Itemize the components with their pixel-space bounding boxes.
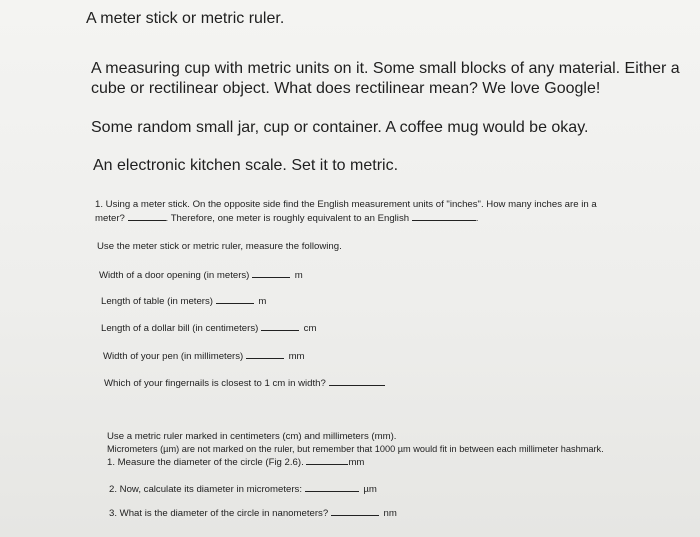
nanometer-question	[109, 506, 397, 520]
measure-item-table	[101, 294, 266, 308]
item-measuring-cup-line1: A measuring cup with metric units on it. Some small blocks of any material. Either a	[91, 60, 680, 77]
inches-per-meter-blank[interactable]	[128, 211, 166, 221]
table-unit: m	[258, 296, 267, 307]
pen-unit: mm	[288, 351, 305, 362]
dollar-label: Length of a dollar bill (in centimeters)	[101, 323, 259, 334]
measure-item-dollar	[101, 321, 316, 335]
table-length-blank[interactable]	[216, 294, 254, 304]
ruler-intro: Use a metric ruler marked in centimeters (cm) and millimeters (mm).	[107, 431, 397, 442]
measure-item-fingernail	[104, 376, 385, 390]
circle-diameter-blank[interactable]	[306, 455, 348, 465]
english-unit-blank[interactable]	[412, 211, 476, 221]
measure-item-door	[99, 268, 303, 282]
circle-diameter-label: 1. Measure the diameter of the circle (Fig 2.6).	[107, 457, 304, 468]
micrometer-label: 2. Now, calculate its diameter in micrometers:	[109, 484, 303, 495]
circle-diameter-question	[107, 455, 364, 469]
table-label: Length of table (in meters)	[101, 296, 213, 307]
micrometer-question	[109, 482, 377, 496]
nanometer-unit: nm	[383, 508, 397, 519]
micrometer-unit: µm	[363, 484, 377, 495]
nanometer-blank[interactable]	[331, 506, 379, 516]
measure-item-pen	[103, 349, 305, 363]
pen-label: Width of your pen (in millimeters)	[103, 351, 244, 362]
item-measuring-cup-line2: cube or rectilinear object. What does rectilinear mean? We love Google!	[91, 80, 601, 97]
question1-line1: 1. Using a meter stick. On the opposite side find the English measurement units of "inches". How many inches are in a	[95, 199, 597, 210]
question1-period: .	[475, 213, 479, 224]
circle-diameter-unit: mm	[348, 457, 365, 468]
item-meter-stick: A meter stick or metric ruler.	[86, 10, 285, 27]
question1-therefore: . Therefore, one meter is roughly equivalent to an English	[165, 213, 410, 224]
door-unit: m	[294, 270, 303, 281]
item-kitchen-scale: An electronic kitchen scale. Set it to metric.	[93, 157, 399, 174]
question1-meter-label: meter?	[95, 213, 125, 224]
question1-line2	[95, 211, 478, 225]
nanometer-label: 3. What is the diameter of the circle in nanometers?	[109, 508, 329, 519]
fingernail-blank[interactable]	[329, 376, 385, 386]
door-width-blank[interactable]	[252, 268, 290, 278]
pen-width-blank[interactable]	[246, 349, 284, 359]
micrometer-blank[interactable]	[305, 482, 359, 492]
door-label: Width of a door opening (in meters)	[99, 270, 250, 281]
measure-intro: Use the meter stick or metric ruler, measure the following.	[97, 241, 342, 252]
fingernail-label: Which of your fingernails is closest to 1 cm in width?	[104, 378, 326, 389]
dollar-unit: cm	[303, 323, 317, 334]
micrometer-note: Micrometers (µm) are not marked on the ruler, but remember that 1000 µm would fit in between each millimeter hashmark.	[107, 444, 604, 454]
item-jar: Some random small jar, cup or container. A coffee mug would be okay.	[91, 119, 589, 136]
dollar-length-blank[interactable]	[261, 321, 299, 331]
